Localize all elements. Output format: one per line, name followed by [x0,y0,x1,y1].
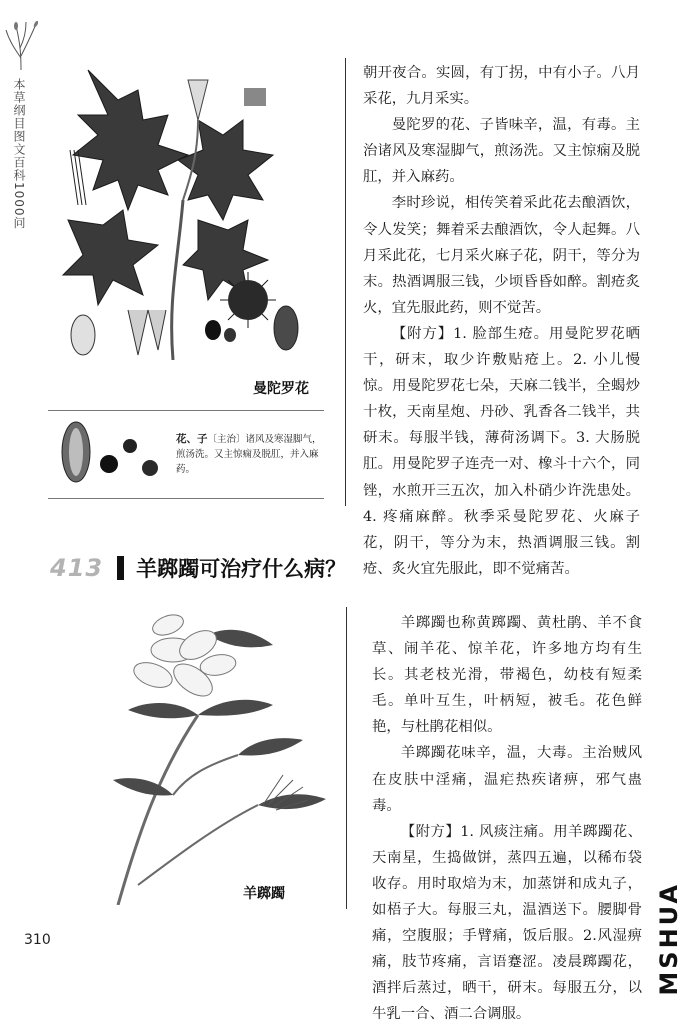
watermark: MSHUA [655,882,683,996]
azalea-paragraph-2: 羊踯躅花味辛，温，大毒。主治贼风在皮肤中淫痛，温疟热疾诸痹，邪气蛊毒。 [372,745,642,814]
section-number: 413 [50,554,104,582]
azalea-paragraph-1: 羊踯躅也称黄踯躅、黄杜鹃、羊不食草、闹羊花、惊羊花，许多地方均有生长。其老枝光滑，带褐色，幼枝有短柔毛。单叶互生，叶柄短，被毛。花色鲜艳，与杜鹃花相似。 [372,615,642,736]
bottom-column-divider [346,607,347,909]
datura-paragraph-3: 李时珍说，相传笑着采此花去酿酒饮，令人发笑；舞着采去酿酒饮，令人起舞。八月采此花，七月采火麻子花，阴干，等分为末。热酒调服三钱，少顷昏昏如醉。割疮炙火，宜先服此药，则不觉苦。 [363,195,640,316]
datura-prescriptions: 【附方】1. 脸部生疮。用曼陀罗花晒干，研末，取少许敷贴疮上。2. 小儿慢惊。用曼陀罗花七朵，天麻二钱半，全蝎炒十枚，天南星炮、丹砂、乳香各二钱半，共研末。每服半钱，薄荷汤调下。3. 大肠脱肛。用曼陀罗子连壳一对、橡斗十六个，同锉，水煎开三五次，加入朴硝少许洗患处。4. 疼痛麻醉。秋季采曼陀罗花、火麻子花，阴干，等分为末，热酒调服三钱。割疮、炙火宜先服此，即不觉痛苦。 [363,325,640,577]
datura-text-column [363,60,640,582]
azalea-illustration [78,605,348,905]
datura-seed-illustration [54,418,166,490]
herb-note-title: 花、子 [176,433,208,445]
azalea-prescriptions: 【附方】1. 风痰注痛。用羊踯躅花、天南星，生捣做饼，蒸四五遍，以稀布袋收存。用时取焙为末，加蒸饼和成丸子，如梧子大。每服三丸，温酒送下。腰脚骨痛，空腹服；手臂痛，饭后服。2.风湿痹痛，肢节疼痛，言语蹇涩。凌晨踯躅花，酒拌后蒸过，晒干，研末。每服五分，以牛乳一合、酒二合调服。 [372,823,642,1023]
note-bottom-divider [48,498,324,499]
sprig-logo-icon [4,18,38,70]
section-413-header [50,550,346,586]
azalea-text-column [372,610,642,1028]
note-top-divider [48,410,324,411]
section-title: 羊踯躅可治疗什么病？ [136,557,347,581]
datura-paragraph-2: 曼陀罗的花、子皆味辛，温，有毒。主治诸风及寒湿脚气，煎汤洗。又主惊痫及脱肛，并入麻药。 [363,117,640,186]
herb-note [176,432,326,477]
book-title-sidebar: 本草纲目图文百科1000问 [12,78,26,230]
datura-label: 曼陀罗花 [253,381,309,397]
datura-paragraph-1: 朝开夜合。实圆，有丁拐，中有小子。八月采花，九月采实。 [363,65,640,108]
top-column-divider [345,58,346,506]
herb-note-text: 诸风及寒湿脚气，煎汤洗。又主惊痫及脱肛，并入麻药。 [176,434,322,475]
section-divider-bar [117,556,124,580]
azalea-label: 羊踯躅 [243,886,285,902]
page-number: 310 [24,932,51,948]
herb-note-tag: 〔主治〕 [207,434,246,445]
datura-illustration [48,60,310,360]
